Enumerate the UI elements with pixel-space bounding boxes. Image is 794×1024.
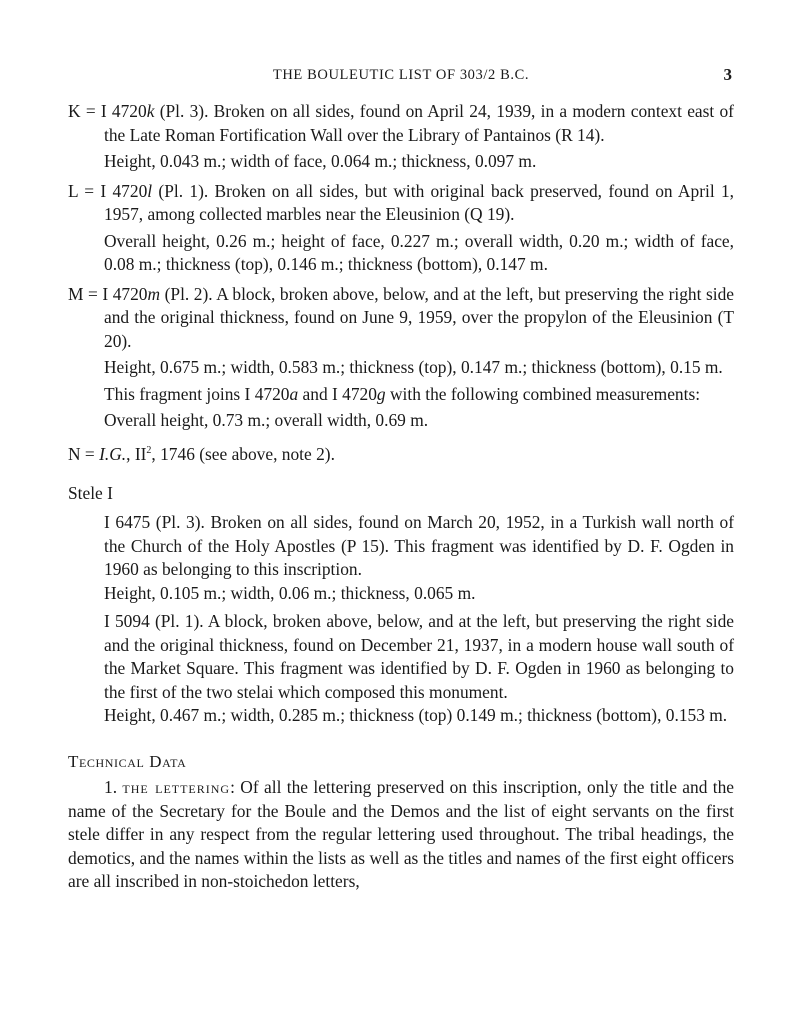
inventory-suffix: k: [146, 101, 155, 121]
stele-item-measurements: Height, 0.467 m.; width, 0.285 m.; thickness (top) 0.149 m.; thickness (bottom), 0.153 m.: [104, 705, 728, 726]
running-title: THE BOULEUTIC LIST OF 303/2 B.C.: [272, 67, 530, 83]
page-number: 3: [723, 65, 732, 84]
paragraph-text: : Of all the lettering preserved on this inscription, only the title and the name of the Secretary for the Boule and the Demos and the list of eight servants on the first stele differ in any respect from the regular lettering used throughout. The tribal headings, the demotics, and the names within the lists as well as the titles and names of the first eight officers are all inscribed in non-stoichedon letters,: [68, 777, 735, 892]
inventory-suffix: m: [147, 283, 161, 304]
stele-item-i6475: [68, 511, 734, 605]
superscript: 2: [146, 444, 152, 456]
entry-label: M: [68, 283, 84, 304]
join-text: and I 4720: [298, 383, 377, 404]
paragraph-label: the lettering: [122, 777, 231, 798]
entry-m-join-note: [68, 383, 734, 407]
stele-item-measurements: Height, 0.105 m.; width, 0.06 m.; thickness, 0.065 m.: [104, 582, 476, 603]
entry-l: [68, 180, 734, 277]
technical-paragraph: [68, 776, 734, 894]
paragraph-number: 1.: [104, 777, 123, 798]
entry-label: K: [68, 101, 81, 121]
entry-text: , 1746 (see above, note 2).: [151, 443, 335, 464]
entry-text: (Pl. 1). Broken on all sides, but with original back preserved, found on April 1, 1957, among collected marbles near the Eleusinion (Q 19).: [104, 180, 734, 224]
entry-n-description: [68, 439, 734, 466]
inventory-number: = I 4720: [80, 101, 147, 121]
entry-l-measurements: Overall height, 0.26 m.; height of face, 0.227 m.; overall width, 0.20 m.; width of face, 0.08 m.; thickness (top), 0.146 m.; thickness (bottom), 0.147 m.: [104, 230, 734, 274]
entry-text: (Pl. 3). Broken on all sides, found on April 24, 1939, in a modern context east of the Late Roman Fortification Wall over the Library of Pantainos (R 14).: [104, 101, 734, 145]
page-header: [68, 64, 734, 88]
entry-m: [68, 283, 734, 433]
entry-k-measurements: Height, 0.043 m.; width of face, 0.064 m.; thickness, 0.097 m.: [104, 151, 537, 171]
stele-item-i5094: [68, 610, 734, 728]
join-text: with the following combined measurements:: [385, 383, 701, 404]
inventory-number: = I 4720: [83, 283, 148, 304]
entry-label: L: [68, 180, 78, 201]
entry-n: [68, 439, 734, 466]
entry-eq: =: [80, 443, 100, 464]
entry-k: [68, 100, 734, 174]
join-suffix: a: [289, 383, 299, 404]
entry-label: N: [68, 443, 81, 464]
stele-item-text: I 6475 (Pl. 3). Broken on all sides, found on March 20, 1952, in a Turkish wall north of the Church of the Holy Apostles (P 15). This fragment was identified by D. F. Ogden in 1960 as belonging to this inscription.: [104, 512, 734, 580]
entry-m-description: [68, 283, 734, 354]
stele-item-text: I 5094 (Pl. 1). A block, broken above, below, and at the left, but preserving the right side and the original thickness, found on December 21, 1937, in a modern house wall south of the Market Square. This fragment was identified by D. F. Ogden in 1960 as belonging to the first of the two stelai which composed this monument.: [104, 611, 734, 702]
join-suffix: g: [376, 383, 386, 404]
stele-heading: Stele I: [68, 482, 113, 503]
inventory-suffix: l: [147, 180, 153, 201]
ig-reference: I.G.: [99, 443, 127, 464]
technical-data-heading: Technical Data: [68, 751, 187, 771]
entry-k-description: [68, 100, 734, 147]
page-content: [68, 100, 734, 894]
entry-text: , II: [126, 443, 147, 464]
entry-text: (Pl. 2). A block, broken above, below, and at the left, but preserving the right side and the original thickness, found on June 9, 1959, over the propylon of the Eleusinion (T 20).: [104, 283, 734, 351]
entry-m-combined-measurements: Overall height, 0.73 m.; overall width, 0.69 m.: [104, 410, 429, 430]
join-text: This fragment joins I 4720: [104, 383, 290, 404]
entry-l-description: [68, 180, 734, 227]
inventory-number: = I 4720: [77, 180, 148, 201]
entry-m-measurements: Height, 0.675 m.; width, 0.583 m.; thickness (top), 0.147 m.; thickness (bottom), 0.15 m.: [104, 357, 723, 377]
